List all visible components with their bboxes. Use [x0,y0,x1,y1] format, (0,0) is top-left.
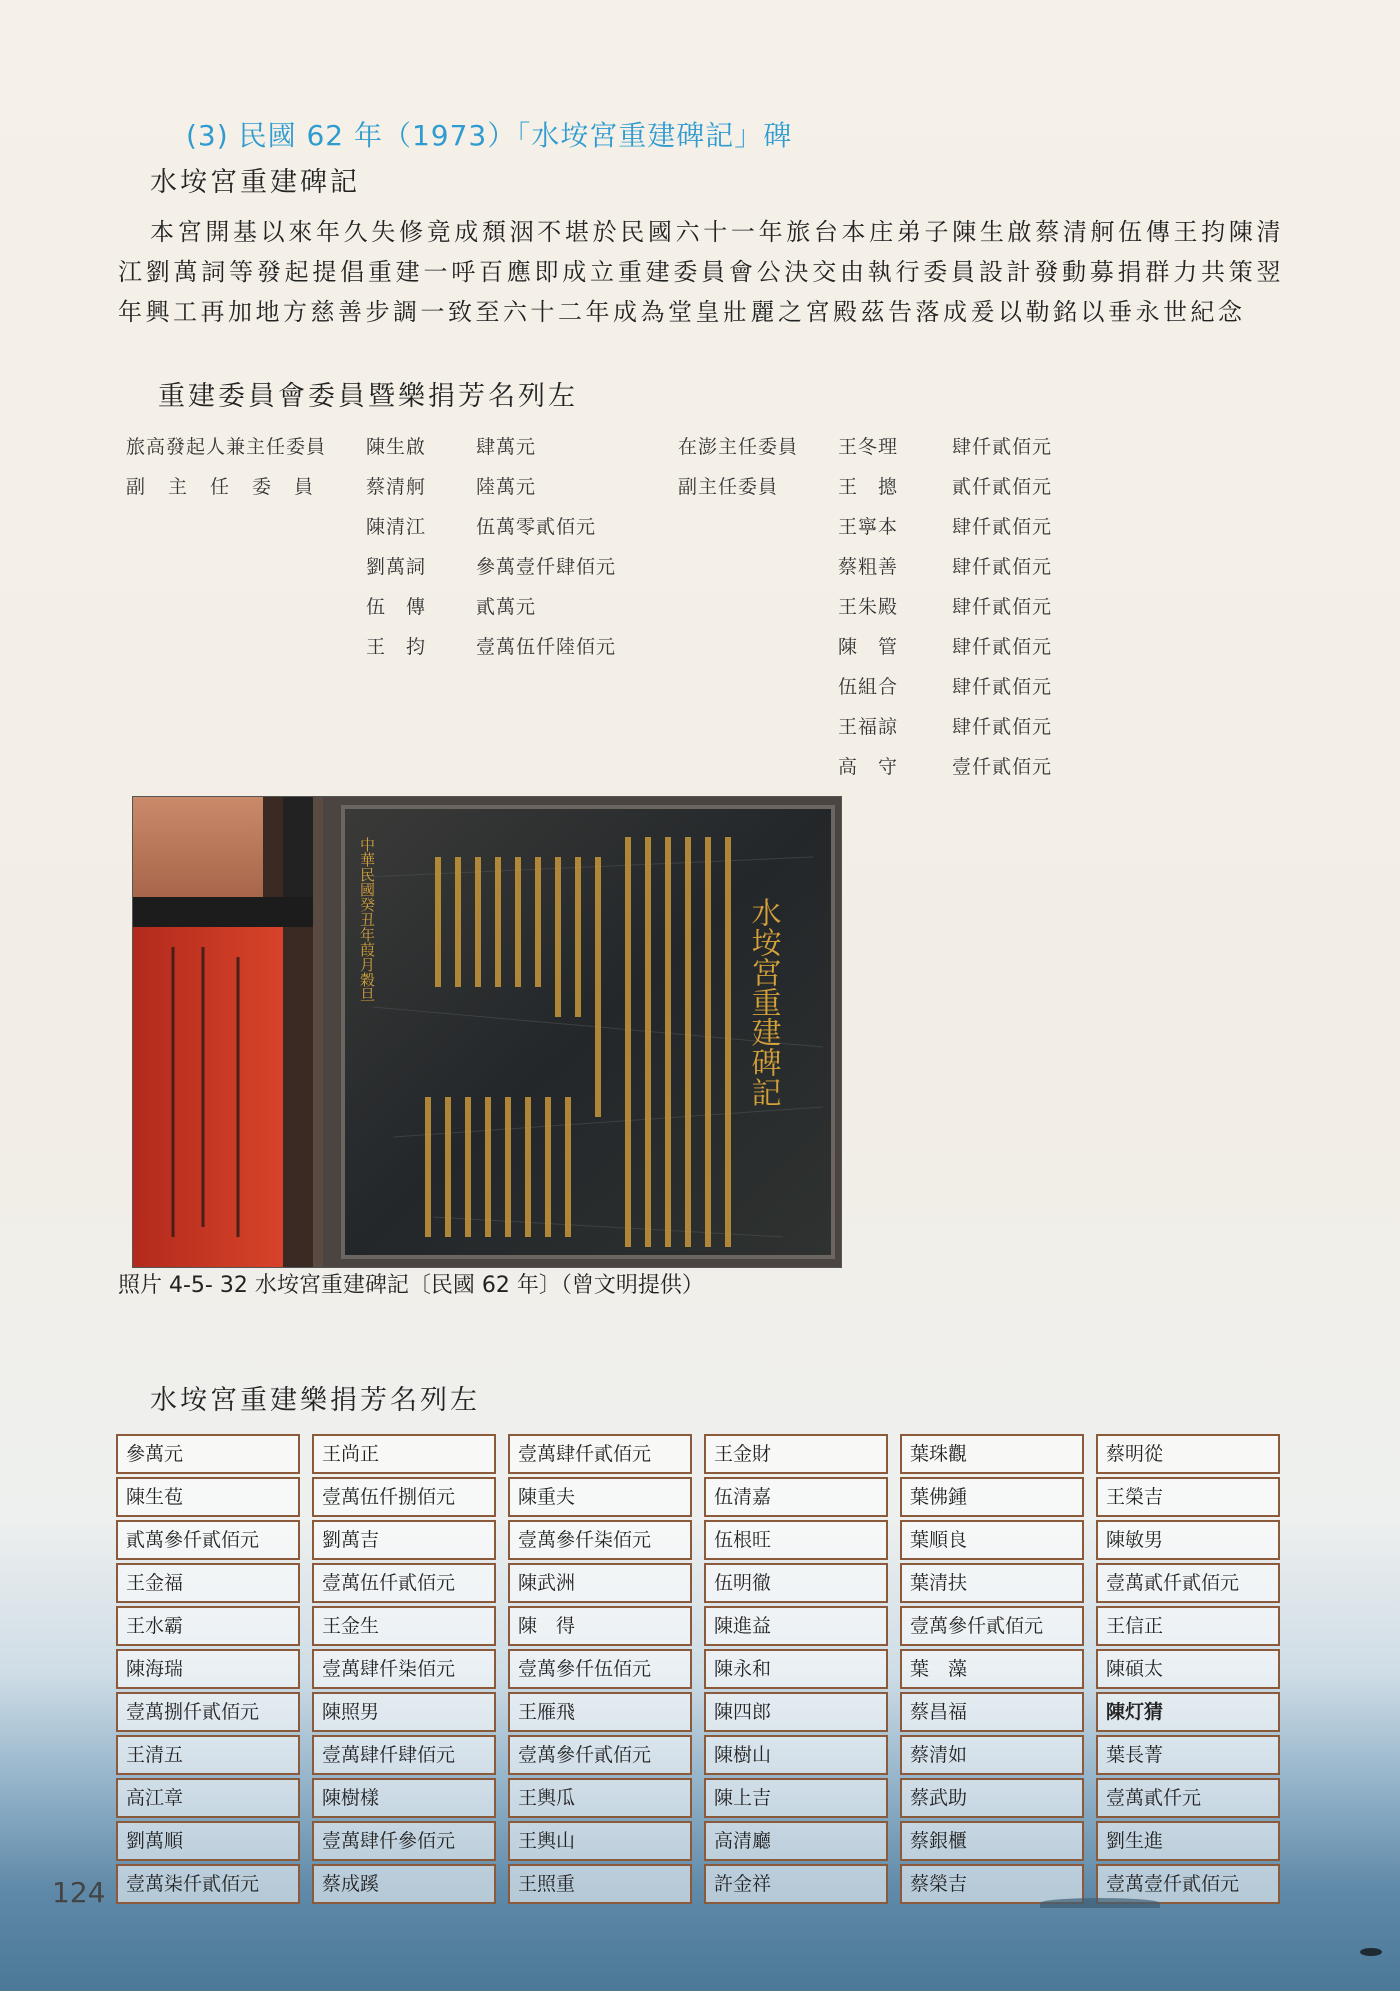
donor-cell: 陳四郎 [704,1692,888,1732]
stele-date-text: 中華民國癸丑年葭月穀旦 [358,837,376,1002]
donor-cell: 陳照男 [312,1692,496,1732]
donor-cell: 伍清嘉 [704,1477,888,1517]
donor-column [900,1434,1084,1907]
committee-heading: 重建委員會委員暨樂捐芳名列左 [158,381,578,412]
donor-cell: 劉萬吉 [312,1520,496,1560]
donor-cell: 蔡成蹊 [312,1864,496,1904]
committee-amount: 肆仟貳佰元 [952,676,1053,698]
donor-cell: 蔡明從 [1096,1434,1280,1474]
donor-cell: 王信正 [1096,1606,1280,1646]
donor-cell: 陳樹樣 [312,1778,496,1818]
committee-name: 王 摠 [838,476,899,498]
committee-name: 王寧本 [838,516,899,538]
donor-cell: 壹萬伍仟貳佰元 [312,1563,496,1603]
committee-name: 王冬理 [838,436,899,458]
distant-island [1040,1898,1160,1908]
donor-column [1096,1434,1280,1907]
donor-cell: 王雁飛 [508,1692,692,1732]
donor-cell: 劉生進 [1096,1821,1280,1861]
donor-cell: 葉順良 [900,1520,1084,1560]
donor-cell: 蔡榮吉 [900,1864,1084,1904]
donor-cell: 葉佛鍾 [900,1477,1084,1517]
committee-amount: 壹仟貳佰元 [952,756,1053,778]
committee-role: 副 主 任 委 員 [126,476,316,498]
committee-amount: 貳仟貳佰元 [952,476,1053,498]
donor-cell: 伍明徹 [704,1563,888,1603]
committee-amount: 肆仟貳佰元 [952,636,1053,658]
donor-cell: 陳樹山 [704,1735,888,1775]
donor-cell: 葉長菁 [1096,1735,1280,1775]
committee-name: 伍 傳 [366,596,427,618]
donor-cell: 蔡武助 [900,1778,1084,1818]
committee-role: 副主任委員 [678,476,779,498]
section-title: (3) 民國 62 年（1973）「水垵宮重建碑記」碑 [186,119,793,152]
committee-name: 陳生啟 [366,436,427,458]
donor-cell: 王金福 [116,1563,300,1603]
donor-column [704,1434,888,1907]
donor-cell: 壹萬壹仟貳佰元 [1096,1864,1280,1904]
donor-cell: 蔡昌福 [900,1692,1084,1732]
donor-cell: 王尚正 [312,1434,496,1474]
donor-cell: 陳永和 [704,1649,888,1689]
donor-cell: 劉萬順 [116,1821,300,1861]
donor-cell: 陳重夫 [508,1477,692,1517]
donor-cell: 陳灯猜 [1096,1692,1280,1732]
donor-cell: 陳生苞 [116,1477,300,1517]
committee-name: 王朱殿 [838,596,899,618]
donor-cell: 蔡銀櫃 [900,1821,1084,1861]
committee-role: 在澎主任委員 [678,436,799,458]
committee-name: 伍組合 [838,676,899,698]
committee-name: 陳 管 [838,636,899,658]
donor-cell: 壹萬參仟伍佰元 [508,1649,692,1689]
committee-name: 王福諒 [838,716,899,738]
committee-amount: 肆仟貳佰元 [952,436,1053,458]
donor-heading: 水垵宮重建樂捐芳名列左 [150,1385,480,1416]
donor-cell: 壹萬參仟貳佰元 [508,1735,692,1775]
committee-amount: 肆仟貳佰元 [952,596,1053,618]
kayak [1360,1948,1382,1956]
donor-cell: 許金祥 [704,1864,888,1904]
donor-cell: 王照重 [508,1864,692,1904]
donor-cell: 壹萬貳仟貳佰元 [1096,1563,1280,1603]
donor-cell: 高清廳 [704,1821,888,1861]
donor-cell: 王輿瓜 [508,1778,692,1818]
donor-cell: 壹萬肆仟參佰元 [312,1821,496,1861]
donor-cell: 壹萬肆仟肆佰元 [312,1735,496,1775]
committee-amount: 陸萬元 [476,476,537,498]
committee-name: 高 守 [838,756,899,778]
donor-cell: 王輿山 [508,1821,692,1861]
committee-amount: 肆仟貳佰元 [952,556,1053,578]
committee-name: 蔡粗善 [838,556,899,578]
committee-role: 旅高發起人兼主任委員 [126,436,327,458]
photo-caption: 照片 4-5- 32 水垵宮重建碑記〔民國 62 年〕（曾文明提供） [118,1273,704,1298]
committee-name: 劉萬詞 [366,556,427,578]
page-number: 124 [52,1876,106,1909]
donor-cell: 壹萬肆仟柒佰元 [312,1649,496,1689]
donor-cell: 壹萬肆仟貳佰元 [508,1434,692,1474]
donor-cell: 陳武洲 [508,1563,692,1603]
stele-photo-illustration [133,797,841,1267]
donor-cell: 王水霸 [116,1606,300,1646]
inscription-body: 本宮開基以來年久失修竟成頹洇不堪於民國六十一年旅台本庄弟子陳生啟蔡清舸伍傳王抣陳清江劉萬詞等發起提倡重建一呼百應即成立重建委員會公決交由執行委員設計發動募捐群力共策翌年興工再加地方慈善步調一致至六十二年成為堂皇壯麗之宮殿茲告落成爰以勒銘以垂永世紀念 [118,218,1284,326]
committee-amount: 肆萬元 [476,436,537,458]
committee-amount: 伍萬零貳佰元 [476,516,597,538]
donor-cell: 蔡清如 [900,1735,1084,1775]
committee-name: 陳清江 [366,516,427,538]
donor-cell: 陳上吉 [704,1778,888,1818]
committee-amount: 貳萬元 [476,596,537,618]
donor-cell: 王清五 [116,1735,300,1775]
donor-cell: 陳 得 [508,1606,692,1646]
donor-cell: 壹萬參仟柒佰元 [508,1520,692,1560]
donor-cell: 王金生 [312,1606,496,1646]
donor-cell: 葉清扶 [900,1563,1084,1603]
donor-cell: 壹萬參仟貳佰元 [900,1606,1084,1646]
stele-photo [132,796,842,1268]
donor-cell: 壹萬伍仟捌佰元 [312,1477,496,1517]
donor-cell: 伍根旺 [704,1520,888,1560]
donor-cell: 陳海瑞 [116,1649,300,1689]
donor-cell: 葉 藻 [900,1649,1084,1689]
committee-name: 王 抣 [366,636,427,658]
donor-cell: 陳敏男 [1096,1520,1280,1560]
stele-title-text: 水垵宮重建碑記 [745,897,781,1107]
donor-cell: 壹萬柒仟貳佰元 [116,1864,300,1904]
donor-column [508,1434,692,1907]
donor-cell: 陳碩太 [1096,1649,1280,1689]
inscription-title: 水垵宮重建碑記 [150,167,360,198]
committee-amount: 壹萬伍仟陸佰元 [476,636,617,658]
donor-cell: 壹萬捌仟貳佰元 [116,1692,300,1732]
committee-name: 蔡清舸 [366,476,427,498]
donor-column [116,1434,300,1907]
donor-cell: 陳進益 [704,1606,888,1646]
donor-cell: 高江章 [116,1778,300,1818]
committee-amount: 參萬壹仟肆佰元 [476,556,617,578]
donor-cell: 王金財 [704,1434,888,1474]
donor-cell: 壹萬貳仟元 [1096,1778,1280,1818]
donor-cell: 貳萬參仟貳佰元 [116,1520,300,1560]
donor-cell: 參萬元 [116,1434,300,1474]
committee-amount: 肆仟貳佰元 [952,516,1053,538]
donor-cell: 葉珠觀 [900,1434,1084,1474]
committee-amount: 肆仟貳佰元 [952,716,1053,738]
donor-cell: 王榮吉 [1096,1477,1280,1517]
donor-column [312,1434,496,1907]
